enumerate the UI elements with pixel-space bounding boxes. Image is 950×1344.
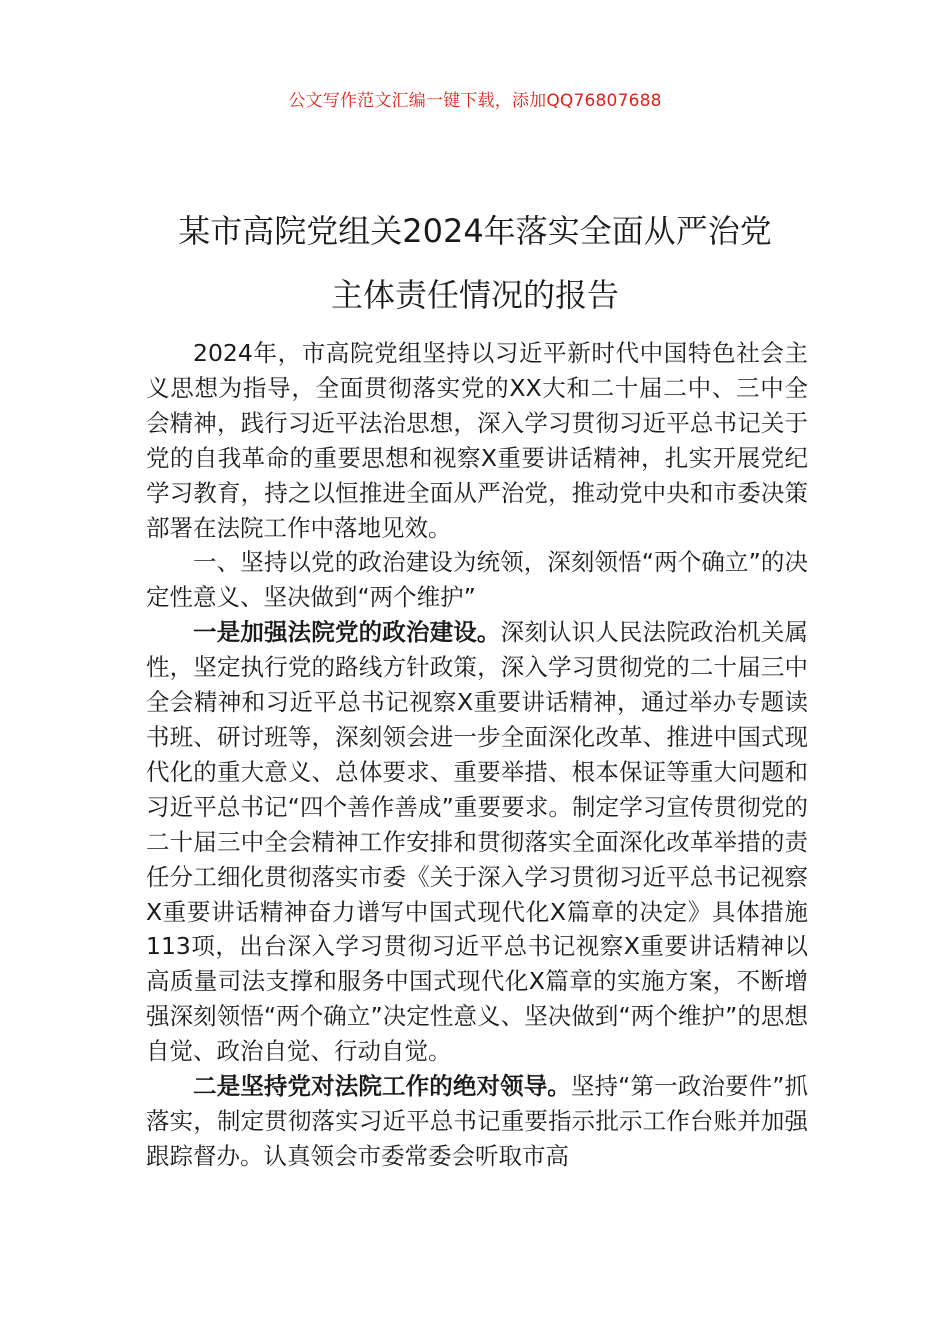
section-heading-1 — [146, 545, 808, 615]
document-title — [100, 199, 850, 327]
title-line-1: 某市高院党组关2024年落实全面从严治党 — [178, 212, 772, 251]
paragraph-lead: 二是坚持党对法院工作的绝对领导。 — [193, 1072, 571, 1101]
document-body — [146, 336, 808, 1174]
paragraph-text: 坚持“第一政治要件”抓落实，制定贯彻落实习近平总书记重要指示批示工作台账并加强跟踪督办。认真领会市委常委会听取市高 — [146, 1072, 808, 1170]
title-line-2: 主体责任情况的报告 — [330, 276, 619, 315]
paragraph-lead: 一是加强法院党的政治建设。 — [193, 618, 501, 647]
download-banner: 公文写作范文汇编一键下载，添加QQ76807688 — [288, 91, 662, 111]
paragraph-text: 一、坚持以党的政治建设为统领，深刻领悟“两个确立”的决定性意义、坚决做到“两个维护” — [146, 548, 808, 612]
paragraph-text: 深刻认识人民法院政治机关属性，坚定执行党的路线方针政策，深入学习贯彻党的二十届三中全会精神和习近平总书记视察X重要讲话精神，通过举办专题读书班、研讨班等，深刻领会进一步全面深化改革、推进中国式现代化的重大意义、总体要求、重要举措、根本保证等重大问题和习近平总书记“四个善作善成”重要要求。制定学习宣传贯彻党的二十届三中全会精神工作安排和贯彻落实全面深化改革举措的责任分工细化贯彻落实市委《关于深入学习贯彻习近平总书记视察X重要讲话精神奋力谱写中国式现代化X篇章的决定》具体措施113项，出台深入学习贯彻习近平总书记视察X重要讲话精神以高质量司法支撑和服务中国式现代化X篇章的实施方案，不断增强深刻领悟“两个确立”决定性意义、坚决做到“两个维护”的思想自觉、政治自觉、行动自觉。 — [146, 618, 809, 1066]
paragraph-point-1 — [146, 615, 808, 1069]
paragraph-intro — [146, 336, 808, 545]
paragraph-text: 2024年，市高院党组坚持以习近平新时代中国特色社会主义思想为指导，全面贯彻落实党的XX大和二十届二中、三中全会精神，践行习近平法治思想，深入学习贯彻习近平总书记关于党的自我革命的重要思想和视察X重要讲话精神，扎实开展党纪学习教育，持之以恒推进全面从严治党，推动党中央和市委决策部署在法院工作中落地见效。 — [146, 339, 808, 542]
paragraph-point-2 — [146, 1069, 808, 1174]
